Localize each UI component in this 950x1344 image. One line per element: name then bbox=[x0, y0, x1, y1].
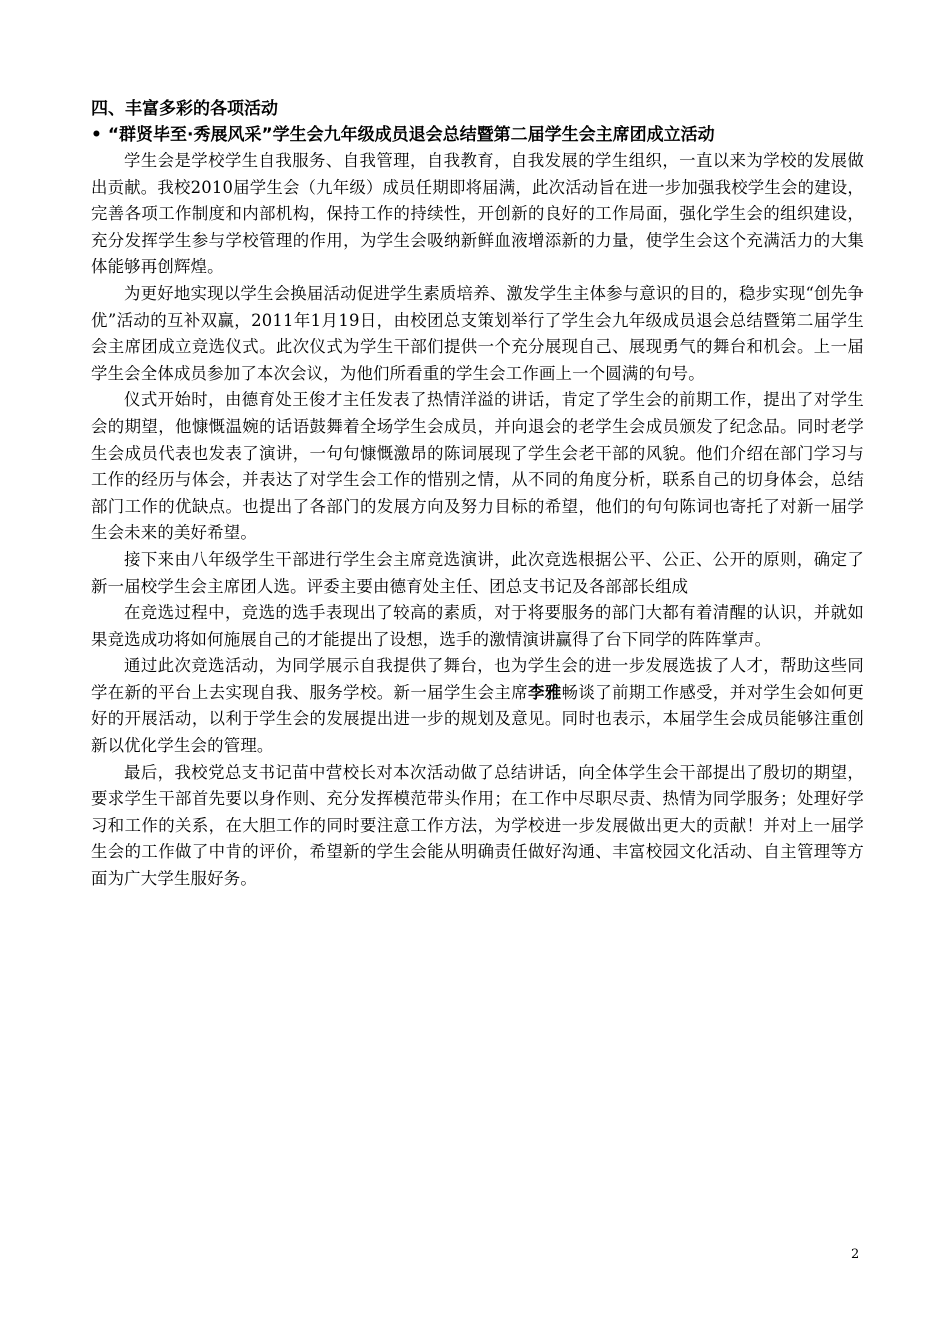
document-body bbox=[91, 96, 864, 893]
bullet-icon: • bbox=[91, 125, 102, 145]
chairperson-name: 李雅 bbox=[528, 682, 562, 702]
page-number: 2 bbox=[851, 1247, 860, 1262]
results-text-before: 通过此次竞选活动，为同学展示自我提供了舞台，也为学生会的进一步发展选拔了人才，帮助这些同学在新的平台上去实现自我、服务学校。新一届学生会主席 bbox=[91, 656, 864, 702]
activity-subtitle-text: “群贤毕至·秀展风采”学生会九年级成员退会总结暨第二届学生会主席团成立活动 bbox=[107, 125, 715, 145]
paragraph-ceremony: 仪式开始时，由德育处王俊才主任发表了热情洋溢的讲话，肯定了学生会的前期工作，提出了对学生会的期望，他慷慨温婉的话语鼓舞着全场学生会成员，并向退会的老学生会成员颁发了纪念品。同时老学生会成员代表也发表了演讲，一句句慷慨激昂的陈词展现了学生会老干部的风貌。他们介绍在部门学习与工作的经历与体会，并表达了对学生会工作的惜别之情，从不同的角度分析，联系自己的切身体会，总结部门工作的优缺点。也提出了各部门的发展方向及努力目标的希望，他们的句句陈词也寄托了对新一届学生会未来的美好希望。 bbox=[91, 390, 864, 543]
paragraph-campaign: 在竞选过程中，竞选的选手表现出了较高的素质，对于将要服务的部门大都有着清醒的认识，并就如果竞选成功将如何施展自己的才能提出了设想，选手的激情演讲赢得了台下同学的阵阵掌声。 bbox=[91, 603, 864, 649]
paragraph-election: 接下来由八年级学生干部进行学生会主席竞选演讲，此次竞选根据公平、公正、公开的原则，确定了新一届校学生会主席团人选。评委主要由德育处主任、团总支书记及各部部长组成 bbox=[91, 549, 864, 596]
section-heading: 四、丰富多彩的各项活动 bbox=[91, 99, 278, 119]
results-text-after: 畅谈了前期工作感受，并对学生会如何更好的开展活动，以利于学生会的发展提出进一步的规划及意见。同时也表示，本届学生会成员能够注重创新以优化学生会的管理。 bbox=[91, 682, 864, 756]
paragraph-purpose: 为更好地实现以学生会换届活动促进学生素质培养、激发学生主体参与意识的目的，稳步实现“创先争优”活动的互补双赢，2011年1月19日，由校团总支策划举行了学生会九年级成员退会总结暨第二届学生会主席团成立竞选仪式。此次仪式为学生干部们提供一个充分展现自己、展现勇气的舞台和机会。上一届学生会全体成员参加了本次会议，为他们所看重的学生会工作画上一个圆满的句号。 bbox=[91, 283, 864, 383]
paragraph-intro: 学生会是学校学生自我服务、自我管理，自我教育，自我发展的学生组织，一直以来为学校的发展做出贡献。我校2010届学生会（九年级）成员任期即将届满，此次活动旨在进一步加强我校学生会的建设，完善各项工作制度和内部机构，保持工作的持续性，开创新的良好的工作局面，强化学生会的组织建设，充分发挥学生参与学校管理的作用，为学生会吸纳新鲜血液增添新的力量，使学生会这个充满活力的大集体能够再创辉煌。 bbox=[91, 151, 864, 277]
paragraph-closing: 最后，我校党总支书记苗中营校长对本次活动做了总结讲话，向全体学生会干部提出了殷切的期望，要求学生干部首先要以身作则、充分发挥模范带头作用；在工作中尽职尽责、热情为同学服务；处理好学习和工作的关系，在大胆工作的同时要注意工作方法，为学校进一步发展做出更大的贡献！并对上一届学生会的工作做了中肯的评价，希望新的学生会能从明确责任做好沟通、丰富校园文化活动、自主管理等方面为广大学生服好务。 bbox=[91, 762, 864, 889]
paragraph-results bbox=[91, 653, 864, 759]
activity-subtitle bbox=[91, 122, 864, 148]
